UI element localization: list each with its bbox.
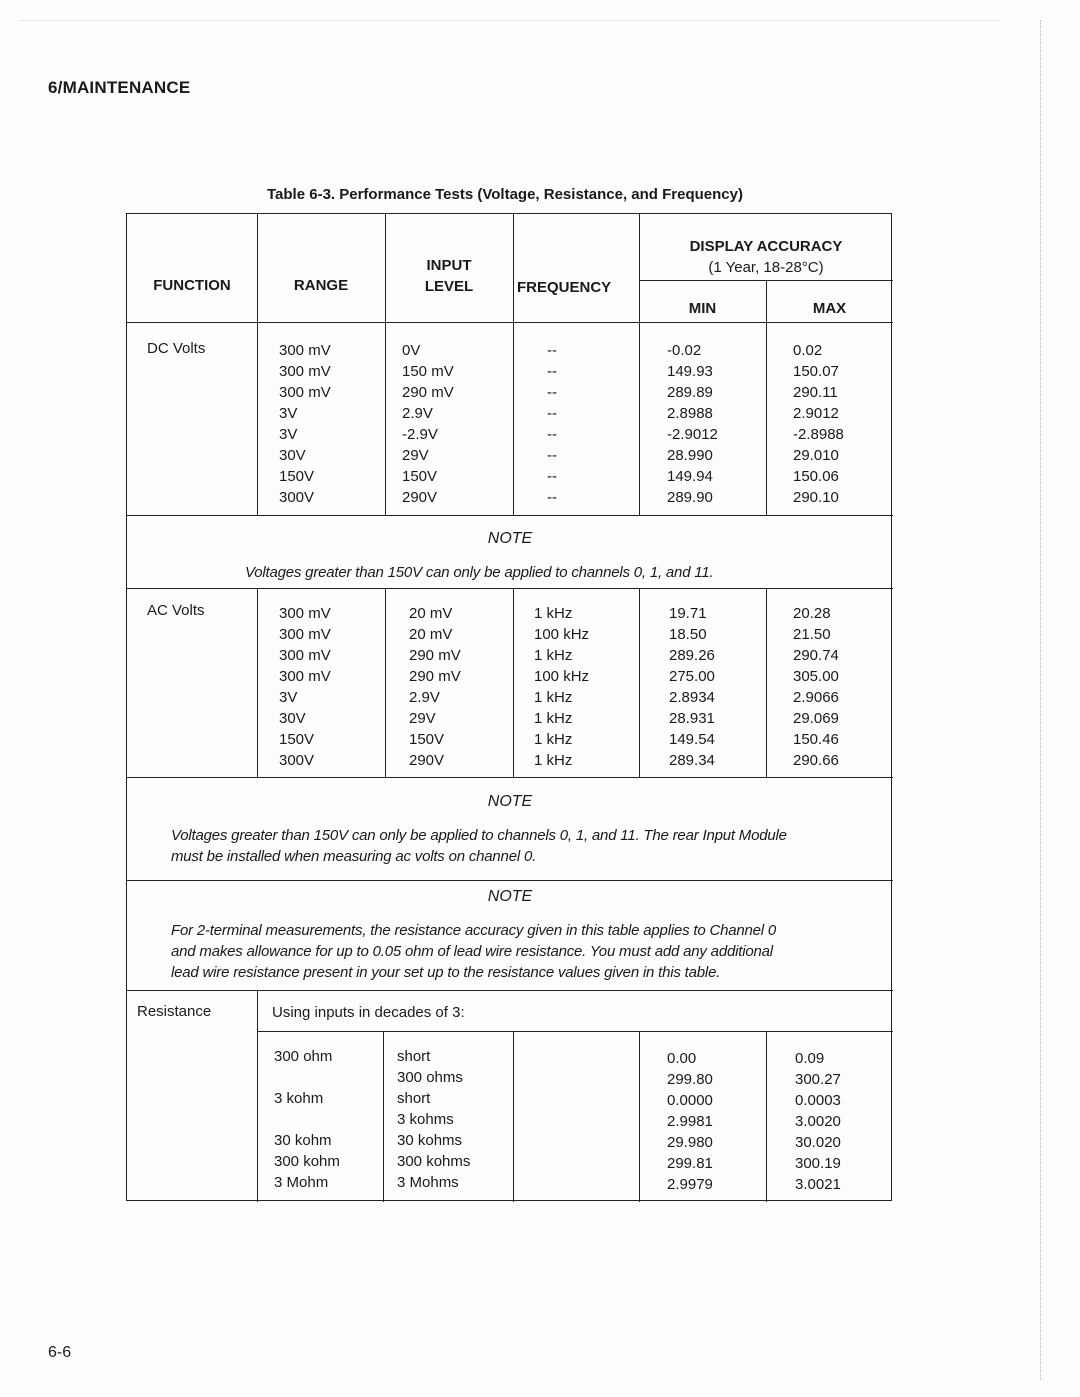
table-cell: 2.9981: [667, 1113, 713, 1130]
header-range: RANGE: [293, 277, 349, 294]
section-header: 6/MAINTENANCE: [48, 78, 191, 97]
table-cell: 2.8988: [667, 405, 713, 422]
col-rule: [257, 990, 258, 1202]
table-cell: 149.54: [669, 731, 715, 748]
scan-right-edge: [1040, 20, 1041, 1380]
note3-title: NOTE: [487, 888, 533, 905]
col-rule: [639, 1031, 640, 1202]
table-cell: -2.8988: [793, 426, 844, 443]
table-cell: 290.10: [793, 489, 839, 506]
table-cell: 289.34: [669, 752, 715, 769]
header-display-accuracy: DISPLAY ACCURACY: [689, 238, 843, 255]
table-cell: 300 mV: [279, 363, 331, 380]
table-cell: 1 kHz: [534, 647, 573, 664]
table-cell: 1 kHz: [534, 710, 573, 727]
res-range-column: [274, 1046, 340, 1193]
ac-max-column: [793, 603, 839, 771]
note2-line: must be installed when measuring ac volts on channel 0.: [171, 848, 537, 865]
table-cell: 150V: [402, 468, 438, 485]
table-cell: 300 mV: [279, 342, 331, 359]
note3-line: and makes allowance for up to 0.05 ohm of lead wire resistance. You must add any additional: [171, 943, 773, 960]
table-cell: [274, 1109, 340, 1130]
table-cell: 289.89: [667, 384, 713, 401]
note3-line: For 2-terminal measurements, the resistance accuracy given in this table applies to Channel 0: [171, 922, 777, 939]
table-cell: 150V: [279, 468, 315, 485]
table-cell: 0.0003: [795, 1092, 841, 1109]
ac-input-column: [409, 603, 461, 771]
table-cell: 290.66: [793, 752, 839, 769]
table-cell: 290 mV: [402, 384, 454, 401]
table-cell: --: [547, 468, 557, 485]
table-cell: 29.980: [667, 1134, 713, 1151]
table-cell: 0.00: [667, 1050, 697, 1067]
function-dc-volts: DC Volts: [147, 340, 206, 357]
table-cell: 289.26: [669, 647, 715, 664]
dc-frequency-column: [547, 340, 557, 508]
table-cell: --: [547, 405, 557, 422]
res-min-column: [667, 1048, 713, 1195]
table-cell: 20 mV: [409, 626, 453, 643]
table-cell: 150.06: [793, 468, 839, 485]
table-caption: Table 6-3. Performance Tests (Voltage, Resistance, and Frequency): [267, 186, 743, 203]
function-resistance: Resistance: [137, 1003, 212, 1020]
table-cell: 275.00: [669, 668, 715, 685]
dc-bottom-rule: [127, 515, 893, 516]
note2-text: [171, 825, 787, 867]
table-cell: 290 mV: [409, 647, 461, 664]
table-cell: -2.9V: [402, 426, 438, 443]
table-cell: 3V: [279, 426, 298, 443]
table-cell: 150 mV: [402, 363, 454, 380]
page-number: 6-6: [48, 1344, 72, 1361]
table-cell: 1 kHz: [534, 689, 573, 706]
res-input-column: [397, 1046, 470, 1193]
table-cell: 29.069: [793, 710, 839, 727]
dc-min-column: [667, 340, 718, 508]
table-cell: 21.50: [793, 626, 831, 643]
note3-text: [171, 920, 776, 983]
table-cell: 30 kohms: [397, 1132, 463, 1149]
table-cell: 289.90: [667, 489, 713, 506]
col-rule: [513, 1031, 514, 1202]
table-cell: 300 mV: [279, 605, 331, 622]
table-cell: 100 kHz: [534, 668, 590, 685]
table-cell: short: [397, 1048, 431, 1065]
note2-title: NOTE: [487, 793, 533, 810]
table-cell: 2.9012: [793, 405, 839, 422]
dc-range-column: [279, 340, 331, 508]
table-cell: 300 kohm: [274, 1153, 340, 1170]
table-cell: 290 mV: [409, 668, 461, 685]
table-cell: 149.93: [667, 363, 713, 380]
table-cell: 1 kHz: [534, 731, 573, 748]
table-cell: 150V: [409, 731, 445, 748]
table-cell: 2.9V: [409, 689, 440, 706]
header-accuracy-sub: (1 Year, 18-28°C): [708, 259, 824, 276]
table-cell: 3V: [279, 405, 298, 422]
table-cell: 300 mV: [279, 647, 331, 664]
table-cell: 0.09: [795, 1050, 825, 1067]
header-input-line2: LEVEL: [424, 278, 474, 295]
col-rule: [257, 588, 258, 777]
table-cell: -0.02: [667, 342, 702, 359]
header-max: MAX: [812, 300, 847, 317]
table-cell: 300V: [279, 489, 315, 506]
note1-bottom-rule: [127, 588, 893, 589]
table-cell: 300 mV: [279, 668, 331, 685]
table-cell: 2.9066: [793, 689, 839, 706]
note2-bottom-rule: [127, 880, 893, 881]
table-cell: 30V: [279, 710, 306, 727]
col-rule: [639, 588, 640, 777]
table-cell: 299.80: [667, 1071, 713, 1088]
table-cell: short: [397, 1090, 431, 1107]
table-cell: 29.010: [793, 447, 839, 464]
col-rule: [513, 214, 514, 515]
header-bottom-rule: [127, 322, 893, 323]
table-cell: 150.46: [793, 731, 839, 748]
table-cell: 1 kHz: [534, 752, 573, 769]
table-cell: 3 Mohm: [274, 1174, 329, 1191]
col-rule: [766, 1031, 767, 1202]
table-cell: --: [547, 489, 557, 506]
table-cell: 30V: [279, 447, 306, 464]
dc-input-column: [402, 340, 454, 508]
col-rule: [513, 588, 514, 777]
ac-frequency-column: [534, 603, 589, 771]
table-cell: 28.931: [669, 710, 715, 727]
note3-bottom-rule: [127, 990, 893, 991]
table-cell: 3.0020: [795, 1113, 841, 1130]
table-cell: 290V: [402, 489, 438, 506]
table-cell: 0V: [402, 342, 421, 359]
note1-title: NOTE: [487, 530, 533, 547]
function-ac-volts: AC Volts: [147, 602, 205, 619]
table-cell: 20.28: [793, 605, 831, 622]
col-rule: [766, 588, 767, 777]
table-cell: --: [547, 447, 557, 464]
table-cell: 300 mV: [279, 626, 331, 643]
table-cell: 150.07: [793, 363, 839, 380]
dc-max-column: [793, 340, 844, 508]
table-cell: 30.020: [795, 1134, 841, 1151]
table-cell: -2.9012: [667, 426, 718, 443]
table-cell: 290V: [409, 752, 445, 769]
table-cell: 3 kohm: [274, 1090, 324, 1107]
table-cell: --: [547, 426, 557, 443]
table-cell: 149.94: [667, 468, 713, 485]
ac-min-column: [669, 603, 715, 771]
ac-bottom-rule: [127, 777, 893, 778]
table-cell: 290.11: [793, 384, 838, 401]
table-cell: 300.19: [795, 1155, 841, 1172]
note2-line: Voltages greater than 150V can only be applied to channels 0, 1, and 11. The rear Input Module: [171, 827, 787, 844]
table-cell: 3 Mohms: [397, 1174, 459, 1191]
table-cell: 299.81: [667, 1155, 713, 1172]
header-function: FUNCTION: [153, 277, 231, 294]
note1-text: Voltages greater than 150V can only be applied to channels 0, 1, and 11.: [245, 564, 714, 581]
table-cell: 300 ohms: [397, 1069, 463, 1086]
table-cell: 300.27: [795, 1071, 841, 1088]
note3-line: lead wire resistance present in your set up to the resistance values given in this table.: [171, 964, 721, 981]
table-cell: 3 kohms: [397, 1111, 454, 1128]
table-cell: 19.71: [669, 605, 707, 622]
performance-tests-table: [126, 213, 892, 1201]
table-cell: 3.0021: [795, 1176, 841, 1193]
col-rule: [257, 214, 258, 515]
table-cell: 3V: [279, 689, 298, 706]
table-cell: --: [547, 363, 557, 380]
table-cell: 2.9979: [667, 1176, 713, 1193]
resistance-subheader: Using inputs in decades of 3:: [272, 1004, 465, 1021]
table-cell: 290.74: [793, 647, 839, 664]
header-input-line1: INPUT: [426, 257, 472, 274]
table-cell: 300 mV: [279, 384, 331, 401]
table-cell: 0.02: [793, 342, 823, 359]
table-cell: 100 kHz: [534, 626, 590, 643]
header-frequency: FREQUENCY: [517, 279, 612, 296]
table-cell: 29V: [402, 447, 429, 464]
ac-range-column: [279, 603, 331, 771]
table-cell: --: [547, 342, 557, 359]
resistance-sub-rule: [257, 1031, 893, 1032]
table-cell: 2.8934: [669, 689, 715, 706]
header-min: MIN: [688, 300, 717, 317]
table-cell: [274, 1067, 340, 1088]
table-cell: 300 kohms: [397, 1153, 471, 1170]
res-max-column: [795, 1048, 841, 1195]
table-cell: 0.0000: [667, 1092, 713, 1109]
table-cell: 2.9V: [402, 405, 433, 422]
col-rule: [385, 588, 386, 777]
table-cell: 20 mV: [409, 605, 453, 622]
table-cell: 29V: [409, 710, 436, 727]
table-cell: 300 ohm: [274, 1048, 333, 1065]
table-cell: 300V: [279, 752, 315, 769]
scan-top-edge: [20, 20, 1000, 21]
table-cell: 305.00: [793, 668, 839, 685]
table-cell: 18.50: [669, 626, 707, 643]
table-cell: 150V: [279, 731, 315, 748]
col-rule: [383, 1031, 384, 1202]
table-cell: 28.990: [667, 447, 713, 464]
table-cell: --: [547, 384, 557, 401]
table-cell: 1 kHz: [534, 605, 573, 622]
table-cell: 30 kohm: [274, 1132, 332, 1149]
